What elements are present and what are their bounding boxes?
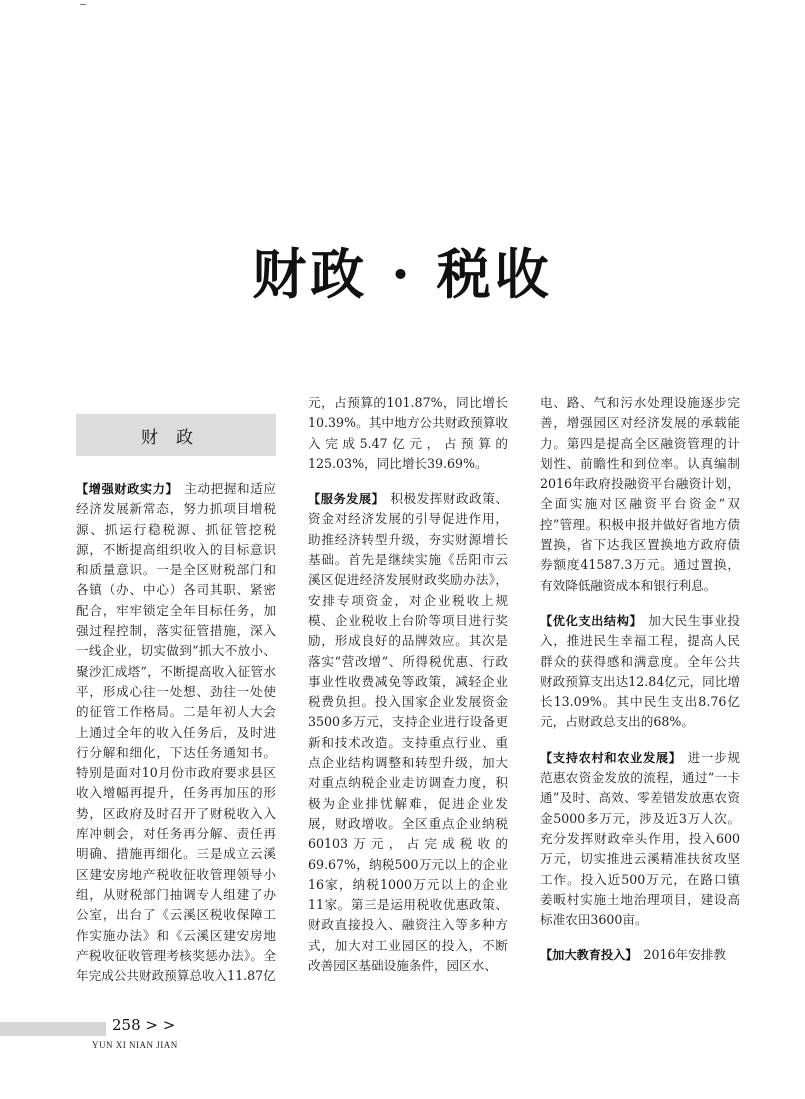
paragraph-heading: 【服务发展】: [308, 492, 385, 507]
paragraph-body: 主动把握和适应经济发展新常态，努力抓项目增税源、抓运行稳税源、抓征管挖税源，不断提高组织收入的目标意识和质量意识。一是全区财税部门和各镇（办、中心）各司其职、紧密配合，牢牢锁定全年目标任务，加强过程控制，落实征管措施，深入一线企业，切实做到“抓大不放小、聚沙汇成塔”，不断提高收入征管水平，形成心往一处想、劲往一处使的征管工作格局。二是年初人大会上通过全年的收入任务后，及时进行分解和细化，下达任务通知书。特别是面对10月份市政府要求县区收入增幅再提升，任务再加压的形势，区政府及时召开了财税收入入库冲刺会，对任务再分解、责任再明确、措施再细化。三是成立云溪区建安房地产税收征收管理领导小组，从财税部门抽调专人组建了办公室，出台了《云溪区税收保障工作实施办法》和《云溪区建安房地产税收征收管理考核奖惩办法》。全年完成公共财政预算总收入11.87亿: [76, 481, 277, 984]
section-heading-label: 财政: [141, 427, 211, 448]
paragraph-body: 2016年安排教: [643, 947, 726, 963]
text-column-3: [540, 393, 740, 966]
text-column-1: [76, 479, 276, 986]
paragraph-body: 进一步规范惠农资金发放的流程，通过“一卡通”及时、高效、零差错发放惠农资金5000多万元，涉及近3万人次。充分发挥财政牵头作用，投入600万元，切实推进云溪精准扶贫攻坚工作。投入近500万元，在路口镇姜畈村实施土地治理项目，建设高标准农田3600亩。: [540, 749, 741, 928]
paragraph-heading: 【增强财政实力】: [76, 482, 179, 496]
paragraph-body: 加大民生事业投入，推进民生幸福工程，提高人民群众的获得感和满意度。全年公共财政预算支出达12.84亿元，同比增长13.09%。其中民生支出8.76亿元，占财政总支出的68%。: [540, 612, 741, 730]
paragraph-support-agriculture: [540, 748, 740, 931]
paragraph-strengthen-finance: [76, 479, 276, 986]
paragraph-serve-development: [308, 489, 508, 976]
book-title: YUN XI NIAN JIAN: [92, 1040, 178, 1050]
section-heading: [76, 414, 276, 456]
paragraph-optimize-spending: [540, 611, 740, 733]
paragraph-body: 积极发挥财政政策、资金对经济发展的引导促进作用，助推经济转型升级，夯实财源增长基础。首先是继续实施《岳阳市云溪区促进经济发展财政奖励办法》，安排专项资金，对企业税收上规模、企业税收上台阶等项目进行奖励，形成良好的品牌效应。其次是落实“营改增”、所得税优惠、行政事业性收费减免等政策，减轻企业税费负担。投入国家企业发展资金3500多万元，支持企业进行设备更新和技术改造。支持重点行业、重点企业结构调整和转型升级，加大对重点纳税企业走访调查力度，积极为企业排忧解难，促进企业发展，财政增收。全区重点企业纳税60103万元，占完成税收的69.67%，纳税500万元以上的企业16家，纳税1000万元以上的企业11家。第三是运用税收优惠政策、财政直接投入、融资注入等多种方式，加大对工业园区的投入，不断改善园区基础设施条件，园区水、: [308, 491, 509, 974]
paragraph-continuation: [308, 393, 508, 474]
footer-bar: [0, 1022, 106, 1036]
paragraph-body: 元，占预算的101.87%，同比增长10.39%。其中地方公共财政预算收入完成5.47亿元，占预算的125.03%，同比增长39.69%。: [308, 395, 508, 471]
paragraph-heading: 【加大教育投入】: [540, 948, 638, 963]
page-title: 财政 · 税收: [252, 242, 553, 307]
paragraph-body: 电、路、气和污水处理设施逐步完善，增强园区对经济发展的承载能力。第四是提高全区融资管理的计划性、前瞻性和到位率。认真编制2016年政府投融资平台融资计划，全面实施对区融资平台资金“双控”管理。积极申报并做好省地方债置换，省下达我区置换地方政府债券额度41587.3万元。通过置换，有效降低融资成本和银行利息。: [540, 395, 740, 593]
crop-mark: [80, 4, 86, 5]
paragraph-heading: 【优化支出结构】: [540, 613, 643, 628]
paragraph-continuation: [540, 393, 740, 596]
text-column-2: [308, 393, 508, 976]
paragraph-heading: 【支持农村和农业发展】: [540, 750, 682, 765]
page-number: 258 > >: [112, 1016, 176, 1034]
paragraph-education-investment: [540, 945, 740, 965]
